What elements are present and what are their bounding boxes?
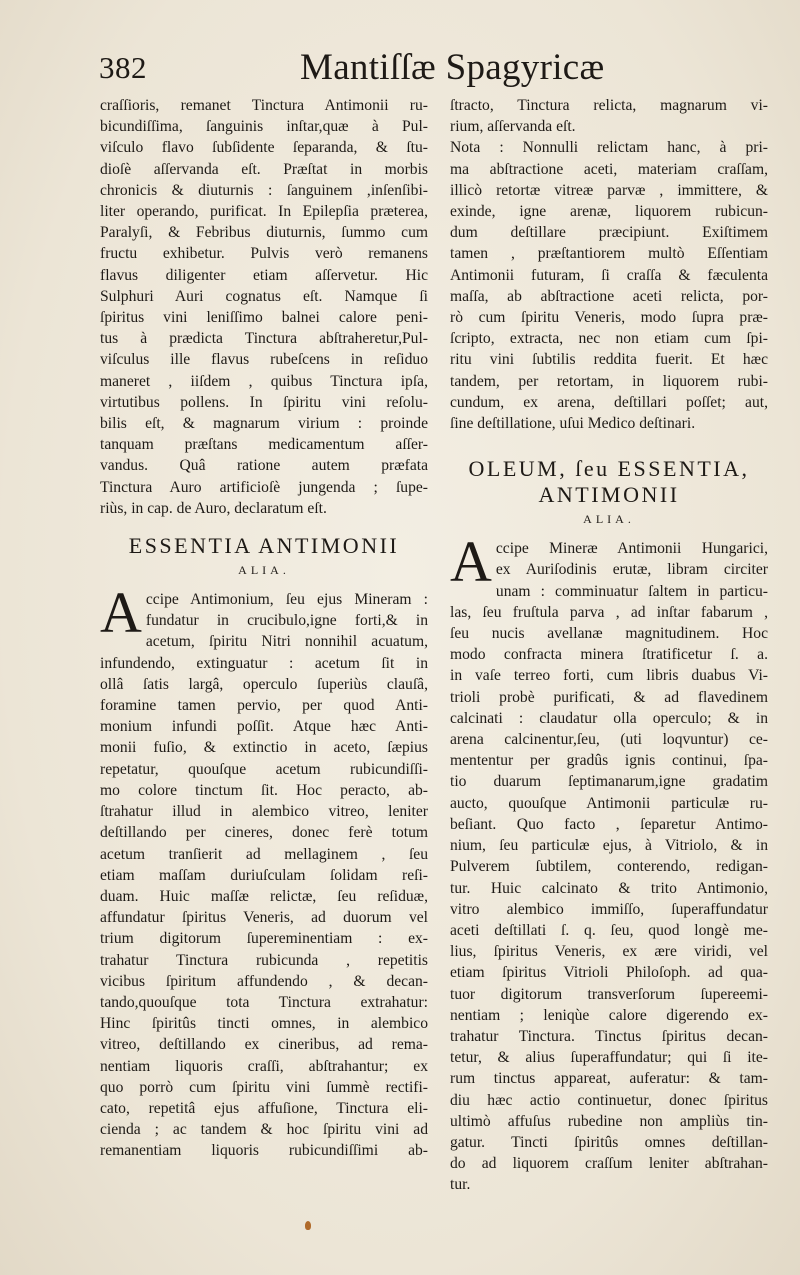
text-line: liter operando, purificat. In Epilepſia præterea, (100, 203, 428, 221)
text-line: tetur, & alius ſuperaffundatur; qui ſi ite- (450, 1049, 768, 1067)
left-section-body (100, 580, 428, 1161)
text-line: trium digitorum ſupereminentiam : ex- (100, 930, 428, 948)
text-line: viſculus ille flavus rubeſcens in reſiduo (100, 351, 428, 369)
page-header (95, 44, 735, 92)
text-line: Nota : Nonnulli relictam hanc, à pri- (450, 139, 768, 157)
text-line: bicundiſſima, ſanguinis inſtar,quæ à Pul- (100, 118, 428, 136)
left-section-subtitle: ALIA. (238, 563, 290, 578)
text-line: aucto, quouſque Antimonii particulæ ru- (450, 794, 768, 812)
text-line: craſſioris, remanet Tinctura Antimonii ru- (100, 97, 428, 114)
text-line: cato, repetitâ ejus affuſione, Tinctura eli- (100, 1099, 428, 1117)
text-line: affundatur ſpiritus Veneris, ad duorum vel (100, 909, 428, 927)
text-line: tamen , præſtantiorem multò Eſſentiam (450, 245, 768, 263)
text-line: ccipe Mineræ Antimonii Hungarici, (495, 540, 768, 558)
text-line: tus à prædicta Tinctura abſtraheretur,Pul- (100, 330, 428, 348)
text-line: infundendo, extinguatur : acetum ſit in (100, 654, 428, 672)
text-line: etiam ſpiritus Vitrioli Philoſoph. ad qua- (450, 964, 768, 982)
text-line: nentiam liquoris craſſi, abſtrahantur; ex (100, 1057, 428, 1075)
text-line: tandem, per retortam, in liquorem rubi- (450, 372, 768, 390)
text-line: mententur per gradûs ignis continui, ſpa- (450, 752, 768, 770)
text-line: gatur. Tincti ſpiritûs omnes deſtillan- (450, 1133, 768, 1151)
text-line: tur. Huic calcinato & trito Antimonio, (450, 879, 768, 897)
right-body-text (450, 529, 768, 1195)
text-line: quo porrò cum ſpiritu vini ſummè rectifi- (100, 1078, 428, 1096)
text-line: tuor digitorum transverſorum ſupereemi- (450, 985, 768, 1003)
text-line: tanquam præſtans medicamentum aſſer- (100, 436, 428, 454)
text-line: dum deſtillare præcipiunt. Exiſtimem (450, 224, 768, 242)
text-line: remanentiam liquoris rubicundiſſimi ab- (100, 1142, 428, 1160)
text-line: unam : comminuatur ſaltem in particu- (495, 582, 768, 600)
text-line: nium, ſeu particulæ ejus, à Vitriolo, & in (450, 837, 768, 855)
left-body-text (100, 580, 428, 1161)
text-line: riùs, in cap. de Auro, declaratum eſt. (100, 499, 327, 517)
text-line: ſtracto, Tinctura relicta, magnarum vi- (450, 97, 768, 114)
text-line: vitreo, deſtillando ex cineribus, ad rema- (100, 1036, 428, 1054)
text-line: dioſè aſſervanda eſt. Præſtat in morbis (100, 160, 428, 178)
text-line: arena calcinentur,ſeu, (uti loqvuntur) ce- (450, 731, 768, 749)
text-line: flavus diligenter etiam aſſervetur. Hic (100, 266, 428, 284)
text-line: maneret , iiſdem , quibus Tinctura ipſa, (100, 372, 428, 390)
right-section-body (450, 529, 768, 1195)
text-line: ſtrahatur illud in alembico vitreo, leniter (100, 803, 428, 821)
text-line: maſſa, ab abſtractione aceti relicta, por- (450, 287, 768, 305)
text-line: rum tinctus appareat, auferatur: & tam- (450, 1070, 768, 1088)
text-line: foramine tamen pervio, per quod Anti- (100, 697, 428, 715)
text-line: ſcripto, extracta, nec non etiam cum ſpi- (450, 330, 768, 348)
text-line: tio duarum ſeptimanarum,igne gradatim (450, 773, 768, 791)
text-line: beſiant. Quo facto , ſeparetur Antimo- (450, 815, 768, 833)
text-line: rium, aſſervanda eſt. (450, 118, 576, 136)
text-line: nentiam ; leniqùe calore digerendo ex- (450, 1006, 768, 1024)
text-line: ritu vini ſubtilis reddita fuerit. Et hæc (450, 351, 768, 369)
ink-spot (305, 1221, 311, 1230)
text-line: monii fuſio, & extinctio in aceto, ſæpius (100, 739, 428, 757)
text-line: ultimò affuſus rubedine non ampliùs tin- (450, 1112, 768, 1130)
left-column-top-text (100, 95, 428, 519)
text-line: cienda ; ac tandem & hoc ſpiritu vini ad (100, 1121, 428, 1139)
text-line: modo confracta minera ſtratificetur ſ. a. (450, 646, 768, 664)
text-line: tando,quouſque tota Tinctura extrahatur: (100, 993, 428, 1011)
text-line: viſculo flavo ſubſidente ſeparanda, & ſtu- (100, 139, 428, 157)
text-line: trahatur Tinctura rubicunda , repetitis (100, 951, 428, 969)
text-line: vitro alembico immiſſo, ſuperaffundatur (450, 900, 768, 918)
right-section-title: OLEUM, ſeu ESSENTIA, (468, 456, 750, 482)
text-line: Sulphuri Auri cognatus eſt. Namque ſi (100, 287, 428, 305)
text-line: trahatur Tinctura. Tinctus ſpiritus decan- (450, 1027, 768, 1045)
text-line: las, ſeu fruſtula parva , ad inſtar fabarum , (450, 603, 768, 621)
text-line: deſtillando per cineres, donec ferè totum (100, 824, 428, 842)
text-line: acetum, ſpiritu Nitri nonnihil acuatum, (145, 633, 428, 651)
right-column (450, 95, 768, 1196)
text-line: ex Auriſodinis erutæ, libram circiter (495, 561, 768, 579)
page-number: 382 (99, 50, 147, 85)
left-dropcap: A (100, 580, 142, 646)
text-line: vicibus ſpiritum affundendo , & decan- (100, 972, 428, 990)
left-column (100, 95, 428, 1162)
text-line: lius, ſpiritus Veneris, ex ære viridi, vel (450, 943, 768, 961)
text-line: etiam maſſam duriuſculam ſolidam reſi- (100, 866, 428, 884)
text-line: acetum tranſierit ad mellaginem , ſeu (100, 845, 428, 863)
text-line: fundatur in crucibulo,igne forti,& in (145, 612, 428, 630)
text-line: chronicis & diuturnis : ſanguinem ,inſenſibi- (100, 181, 428, 199)
text-line: Hinc ſpiritûs tincti omnes, in alembico (100, 1015, 428, 1033)
text-line: fructu exhibetur. Pulvis verò remanens (100, 245, 428, 263)
text-line: vandus. Quâ ratione autem præfata (100, 457, 428, 475)
text-line: Pulverem ſubtilem, conterendo, redigan- (450, 858, 768, 876)
left-section-title: ESSENTIA ANTIMONII (128, 533, 400, 559)
text-line: ccipe Antimonium, ſeu ejus Mineram : (145, 591, 428, 609)
text-line: virtutibus pollens. In ſpiritu vini reſolu- (100, 393, 428, 411)
text-line: Paralyſi, & Febribus diuturnis, ſummo cum (100, 224, 428, 242)
text-line: Antimonii futuram, ſi craſſa & fæculenta (450, 266, 768, 284)
text-line: bilis eſt, & magnarum virium : proinde (100, 415, 428, 433)
text-line: repetatur, quouſque acetum rubicundiſſi- (100, 760, 428, 778)
right-dropcap: A (450, 529, 492, 595)
right-section-subtitle: ALIA. (583, 512, 635, 527)
text-line: diu hæc actio continuetur, donec ſpiritus (450, 1091, 768, 1109)
text-line: duam. Huic maſſæ relictæ, ſeu reſiduæ, (100, 887, 428, 905)
text-line: ſpiritus vini leniſſimo balnei calore peni- (100, 309, 428, 327)
text-line: ſine deſtillatione, uſui Medico deſtinari. (450, 415, 696, 433)
text-line: in vaſe terreo forti, cum libris duabus Vi- (450, 667, 768, 685)
text-line: ollâ ſatis largâ, operculo ſuperiùs clauſâ, (100, 675, 428, 693)
text-line: illicò retortæ vitreæ parvæ , immittere, & (450, 181, 768, 199)
text-line: Tinctura Auro artificioſè jungenda ; ſupe- (100, 478, 428, 496)
text-line: exinde, igne arenæ, liquorem rubicun- (450, 203, 768, 221)
text-line: rò cum ſpiritu Veneris, modo ſupra præ- (450, 309, 768, 327)
text-line: ſeu nucis avellanæ magnitudinem. Hoc (450, 625, 768, 643)
text-line: monium infundi poſſit. Atque hæc Anti- (100, 718, 428, 736)
text-line: do ad liquorem craſſum leniter abſtrahan- (450, 1155, 768, 1173)
text-line: cundum, ex arena, deſtillari poſſet; aut, (450, 393, 768, 411)
text-line: tur. (450, 1176, 471, 1194)
text-line: aceti deſtillati ſ. q. ſeu, quod longè me- (450, 921, 768, 939)
running-title: Mantiſſæ Spagyricæ (300, 47, 605, 88)
text-line: calcinati : claudatur olla operculo; & in (450, 709, 768, 727)
text-line: trioli probè purificati, & ad flavedinem (450, 688, 768, 706)
right-column-top-text (450, 95, 768, 434)
text-line: ma abſtractione aceti, materiam craſſam, (450, 160, 768, 178)
right-section-title-2: ANTIMONII (538, 482, 680, 508)
text-line: mo colore tinctum ſit. Hoc peracto, ab- (100, 781, 428, 799)
